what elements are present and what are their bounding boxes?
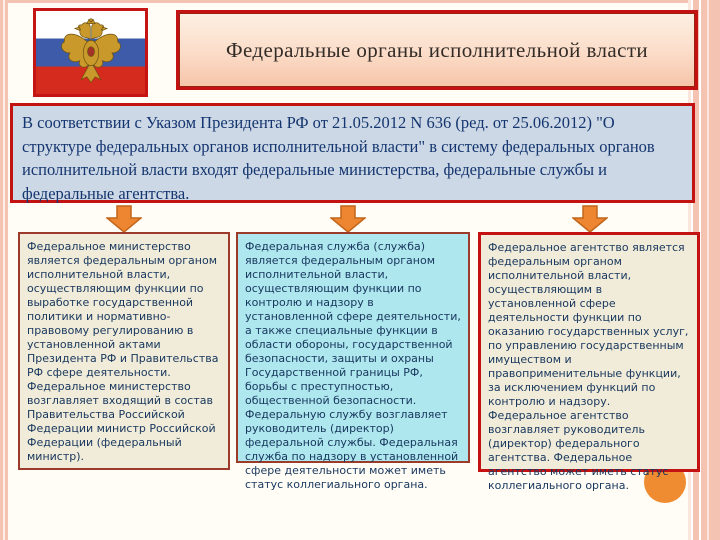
intro-text-box <box>10 103 695 203</box>
top-edge-decoration <box>0 0 720 3</box>
page-title: Федеральные органы исполнительной власти <box>225 38 649 62</box>
title-box <box>176 10 698 90</box>
intro-text: В соответствии с Указом Президента РФ от 21.05.2012 N 636 (ред. от 25.06.2012) "О структуре федеральных органов исполнительной власти" в систему федеральных органов исполнительной власти входят федеральные министерства, федеральные службы и федеральные агентства. <box>22 113 655 203</box>
double-headed-eagle-icon <box>53 18 129 88</box>
ministry-text-box: Федеральное министерство является федеральным органом исполнительной власти, осуществляющим функции по выработке государственной политики и нормативно-правовому регулированию в установленной актами Президента РФ и Правительства РФ сфере деятельности. Федеральное министерство возглавляет входящий в состав Правительства Российской Федерации министр Российской Федерации (федеральный министр). <box>18 232 230 470</box>
down-arrow-icon <box>106 205 142 233</box>
agency-text-box: Федеральное агентство является федеральным органом исполнительной власти, осуществляющим в установленной сфере деятельности функции по оказанию государственных услуг, по управлению государственным имуществом и правоприменительные функции, за исключением функций по контролю и надзору. Федеральное агентство возглавляет руководитель (директор) федерального агентства. Федеральное агентство может иметь статус коллегиального органа. <box>478 232 700 472</box>
down-arrow-icon <box>330 205 366 233</box>
left-edge-decoration <box>0 0 8 540</box>
russia-flag-image <box>33 8 148 97</box>
service-text-box: Федеральная служба (служба) является федеральным органом исполнительной власти, осуществляющим функции по контролю и надзору в установленной сфере деятельности, а также специальные функции в области обороны, государственной безопасности, защиты и охраны Государственной границы РФ, борьбы с преступностью, общественной безопасности. Федеральную службу возглавляет руководитель (директор) федеральной службы. Федеральная служба по надзору в установленной сфере деятельности может иметь статус коллегиального органа. <box>236 232 470 463</box>
down-arrow-icon <box>572 205 608 233</box>
